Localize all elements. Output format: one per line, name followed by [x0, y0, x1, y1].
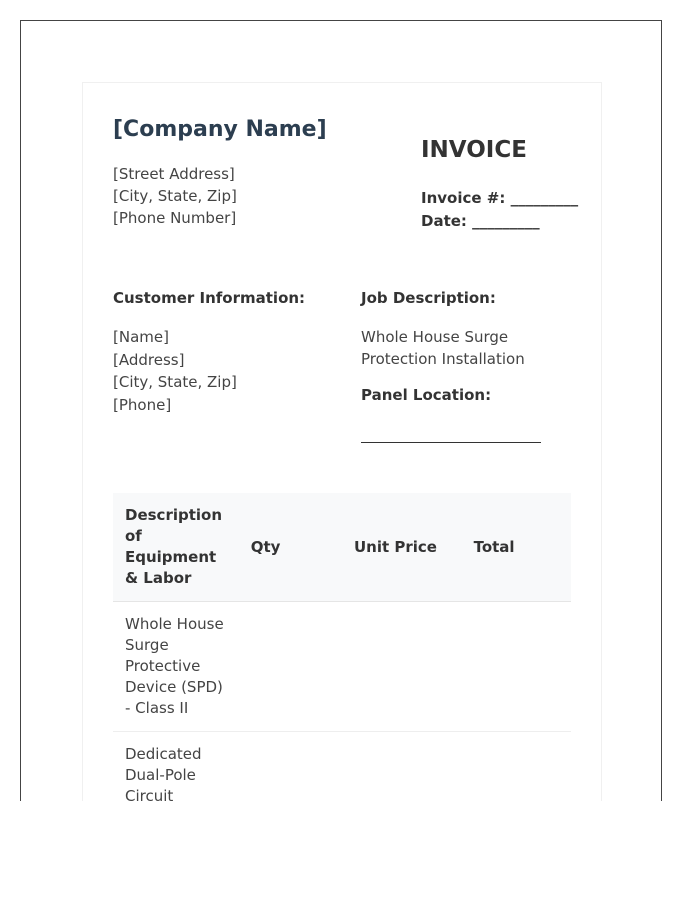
table-header-row	[113, 493, 571, 602]
invoice-number-label: Invoice #:	[421, 189, 506, 207]
customer-city-state-zip: [City, State, Zip]	[113, 373, 237, 391]
table-row	[113, 602, 571, 732]
invoice-document	[82, 82, 602, 801]
invoice-number-row	[421, 187, 578, 210]
job-description-heading: Job Description:	[361, 289, 496, 307]
row-qty	[239, 732, 342, 802]
company-address	[113, 163, 237, 229]
row-unit-price	[342, 602, 462, 732]
customer-info-heading: Customer Information:	[113, 289, 306, 307]
invoice-number-blank: _________	[510, 189, 579, 207]
panel-location-heading: Panel Location:	[361, 386, 492, 404]
header-description: Description of Equipment & Labor	[113, 493, 239, 602]
company-city-state-zip: [City, State, Zip]	[113, 187, 237, 205]
panel-location-blank-line	[361, 428, 541, 443]
job-description-section	[361, 289, 581, 443]
customer-name: [Name]	[113, 328, 169, 346]
company-phone: [Phone Number]	[113, 209, 237, 227]
invoice-date-row	[421, 210, 578, 233]
header-total: Total	[462, 493, 571, 602]
page-frame	[20, 20, 662, 801]
row-unit-price	[342, 732, 462, 802]
job-description-text: Whole House Surge Protection Installation	[361, 328, 525, 368]
row-total	[462, 602, 571, 732]
row-description: Whole House Surge Protective Device (SPD) - Class II	[113, 602, 239, 732]
customer-info-section	[113, 289, 343, 416]
row-qty	[239, 602, 342, 732]
company-street: [Street Address]	[113, 165, 235, 183]
invoice-date-blank: _________	[472, 212, 540, 230]
invoice-date-label: Date:	[421, 212, 467, 230]
invoice-title: INVOICE	[421, 137, 527, 163]
items-table	[113, 493, 571, 801]
customer-phone: [Phone]	[113, 395, 172, 414]
invoice-meta	[421, 187, 578, 233]
row-description: Dedicated Dual-Pole Circuit	[113, 732, 239, 802]
customer-address: [Address]	[113, 350, 185, 369]
table-row	[113, 732, 571, 802]
header-qty: Qty	[239, 493, 342, 602]
header-unit-price: Unit Price	[342, 493, 462, 602]
company-name: [Company Name]	[113, 117, 327, 142]
customer-info-lines	[113, 326, 343, 416]
row-total	[462, 732, 571, 802]
